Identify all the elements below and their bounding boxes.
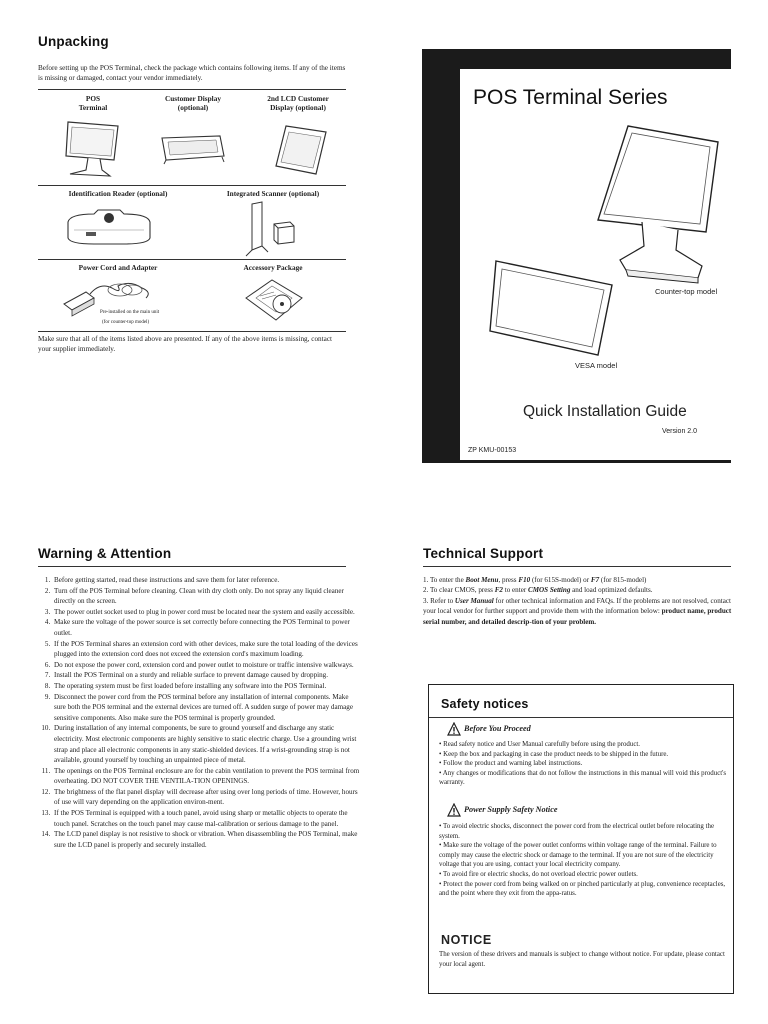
warning-item: 10. During installation of any internal components, be sure to ground yourself and discharge any static electricity. Most electronic components are highly sensitive to static electric charge. Use a grounding wrist strap and place all electronic components in any static-shielded devices. If a wrist-grounding strap is not available, ground yourself by touching an unpainted piece of metal.	[52, 723, 360, 765]
tech-line-2: 2. To clear CMOS, press F2 to enter CMOS Setting and load optimized defaults.	[423, 586, 653, 595]
warning-item: 11. The openings on the POS Terminal enclosure are for the cabin ventilation to prevent the POS terminal from overheating. DO NOT COVER THE VENTILA-TION OPENINGS.	[52, 766, 360, 787]
warning-title: Warning & Attention	[38, 546, 172, 561]
power-note-line2: (for counter-top model)	[102, 320, 150, 325]
warning-item: 13. If the POS Terminal is equipped with a touch panel, avoid using sharp or metallic objects to operate the touch panel. Scratches on the touch panel may cause mal-calibration or serious damage to the panel.	[52, 808, 360, 829]
divider	[38, 331, 346, 332]
divider	[429, 717, 733, 718]
cover-version: Version 2.0	[662, 428, 698, 435]
power-item: • To avoid electric shocks, disconnect the power cord from the electrical outlet before relocating the system.	[439, 823, 715, 840]
proceed-item: • Read safety notice and User Manual carefully before using the product.	[439, 741, 641, 748]
divider	[38, 259, 346, 260]
warning-item: 8. The operating system must be first loaded before installing any software into the POS Terminal.	[52, 681, 360, 692]
cover-doc-code: ZP KMU-00153	[468, 447, 517, 454]
power-item: • Make sure the voltage of the power outlet conforms within voltage range of the terminal. Failure to comply may cause the electric shock or damage to the terminal. If you are not sure of the electricity voltage that you are using, contact your local electricity company.	[439, 842, 717, 869]
tech-body	[423, 575, 733, 627]
customer-display-image	[158, 130, 228, 168]
tech-line-3: 3. Refer to User Manual for other technical information and FAQs. If the problems are not resolved, contact your local vendor for further support and provide them with the information below: product name, product serial number, and detailed descrip-tion of your problem.	[423, 596, 732, 626]
unpacking-title: Unpacking	[38, 34, 109, 49]
proceed-item: • Follow the product and warning label instructions.	[439, 760, 583, 768]
warning-item: 4. Make sure the voltage of the power source is set correctly before connecting the POS Terminal to power outlet.	[52, 617, 360, 638]
cover-title: POS Terminal Series	[473, 86, 668, 109]
item-label-customer-display: Customer Display (optional)	[164, 94, 221, 112]
before-you-proceed-heading: Before You Proceed	[447, 722, 531, 736]
warning-item: 6. Do not expose the power cord, extension cord and power outlet to moisture or traffic intensive walkways.	[52, 660, 360, 671]
item-label-scanner: Integrated Scanner (optional)	[226, 189, 320, 198]
tech-line-1: 1. To enter the Boot Menu, press F10 (for 615S-model) or F7 (for 815-model)	[423, 576, 647, 584]
vesa-terminal-image	[486, 255, 618, 360]
power-cord-image	[60, 278, 160, 324]
power-supply-heading: Power Supply Safety Notice	[447, 803, 557, 817]
warning-item: 2. Turn off the POS Terminal before cleaning. Clean with dry cloth only. Do not spray any liquid cleaner directly on the screen.	[52, 586, 360, 607]
warning-list	[38, 575, 360, 850]
power-item: • Protect the power cord from being walked on or pinched particularly at plug, convenience receptacles, and the point where they exit from the appa-ratus.	[439, 880, 726, 898]
scanner-image	[238, 200, 304, 260]
warning-item: 1. Before getting started, read these instructions and save them for later reference.	[52, 575, 360, 586]
unpacking-outro: Make sure that all of the items listed above are presented. If any of the above items is missing, contact your supplier immediately.	[38, 335, 332, 353]
item-label-accessory: Accessory Package	[243, 263, 303, 272]
proceed-item: • Keep the box and packaging in case the product needs to be shipped in the future.	[439, 750, 669, 758]
warning-item: 7. Install the POS Terminal on a sturdy and reliable surface to prevent damage caused by dropping.	[52, 670, 360, 681]
item-label-pos-terminal: POS Terminal	[78, 94, 108, 112]
divider	[423, 566, 731, 567]
proceed-item: • Any changes or modifications that do not follow the instructions in this manual will void this product's warranty.	[439, 769, 727, 787]
cover-subtitle: Quick Installation Guide	[523, 403, 687, 420]
power-note-line1: Pre-installed on the main unit	[100, 310, 160, 315]
warning-item: 14. The LCD panel display is not resistive to shock or vibration. When disassembling the POS Terminal, make sure the LCD panel is properly and securely installed.	[52, 829, 360, 850]
divider	[38, 566, 346, 567]
item-label-2nd-lcd: 2nd LCD Customer Display (optional)	[267, 94, 329, 112]
divider	[38, 89, 346, 90]
warning-item: 3. The power outlet socket used to plug in power cord must be located near the system and easily accessible.	[52, 607, 360, 618]
notice-title: NOTICE	[441, 933, 492, 947]
pos-terminal-image	[58, 118, 128, 180]
power-list	[439, 822, 727, 899]
proceed-list	[439, 740, 727, 788]
accessory-package-image	[242, 276, 306, 326]
unpacking-intro: Before setting up the POS Terminal, check the package which contains following items. If any of the items is missing or damaged, contact your vendor immediately.	[38, 64, 346, 82]
divider	[38, 185, 346, 186]
warning-item: 5. If the POS Terminal shares an extension cord with other devices, make sure the total loading of the devices plugged into the extension cord does not exceed the extension cord's maximum loading.	[52, 639, 360, 660]
safety-notices-box	[428, 684, 734, 994]
item-label-id-reader: Identification Reader (optional)	[68, 189, 168, 198]
power-item: • To avoid fire or electric shocks, do not overload electric power outlets.	[439, 870, 638, 878]
safety-title: Safety notices	[441, 697, 529, 711]
warning-triangle-icon	[447, 722, 461, 736]
item-label-power-cord: Power Cord and Adapter	[78, 263, 158, 272]
warning-triangle-icon	[447, 803, 461, 817]
notice-text: The version of these drivers and manuals is subject to change without notice. For update, please contact your local agent.	[439, 951, 725, 968]
second-lcd-image	[272, 120, 332, 180]
warning-item: 12. The brightness of the flat panel display will decrease after using over long periods of time. However, hours of use will vary depending on the application environ-ment.	[52, 787, 360, 808]
tech-title: Technical Support	[423, 546, 544, 561]
vesa-label: VESA model	[575, 361, 618, 370]
countertop-label: Counter-top model	[655, 287, 718, 296]
warning-item: 9. Disconnect the power cord from the POS terminal before any installation of internal components. Make sure both the POS terminal and the external devices are turned off. A sudden surge of power may damage sensitive components. Also make sure the POS terminal is properly grounded.	[52, 692, 360, 724]
id-reader-image	[64, 208, 154, 248]
